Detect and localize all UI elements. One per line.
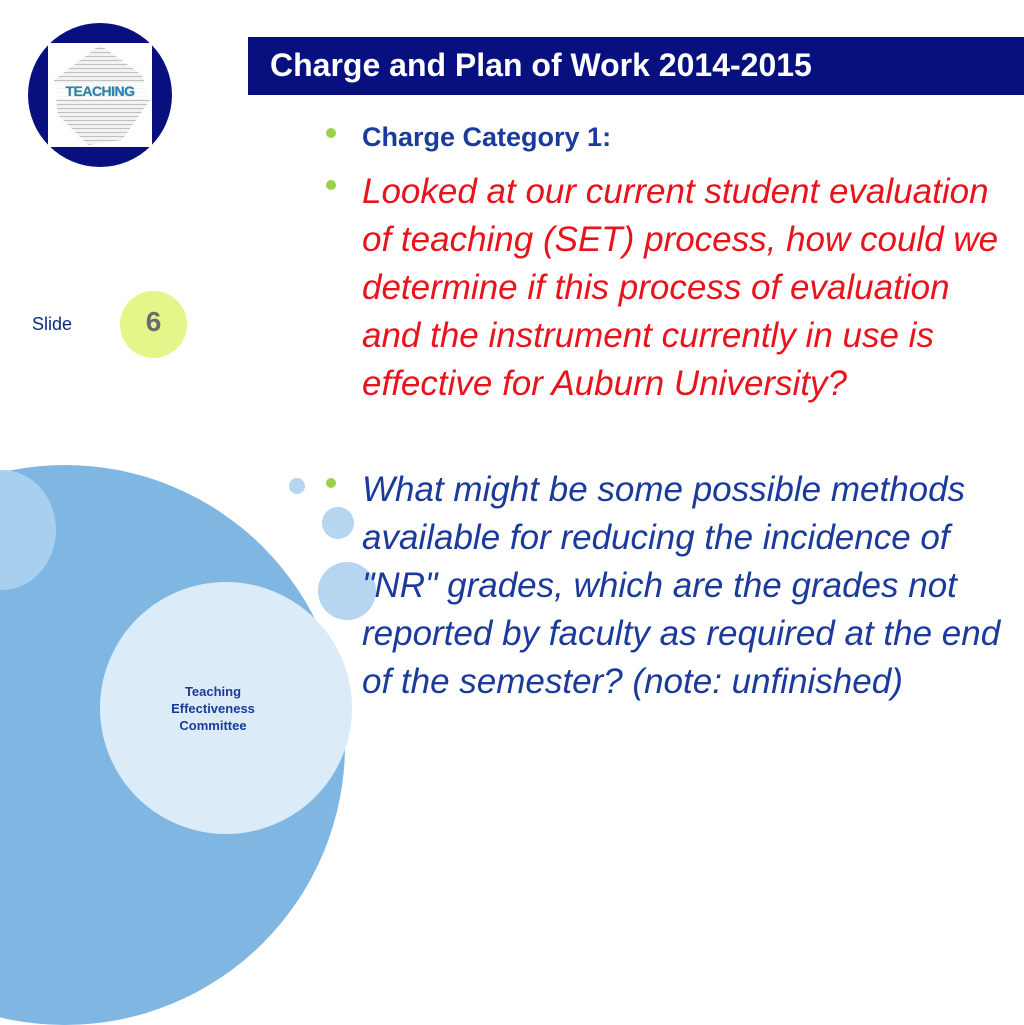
bullet-nr-grades-question: What might be some possible methods available for reducing the incidence of "NR" grades, which are the grades not reported by faculty as required at the end of the semester? (note: unfinished) [362, 470, 1001, 701]
slide-title: Charge and Plan of Work 2014-2015 [270, 47, 812, 83]
slide-label: Slide [32, 314, 73, 334]
bullet-dot-icon [326, 180, 336, 190]
bullet-charge-category: Charge Category 1: [362, 122, 612, 152]
logo-word: TEACHING [50, 83, 150, 99]
bullet-dot-icon [326, 478, 336, 488]
committee-line: Effectiveness [171, 701, 255, 716]
bullet-dot-icon [326, 128, 336, 138]
background-dot [289, 478, 305, 494]
slide-number-badge [120, 291, 187, 358]
committee-label [150, 683, 276, 734]
committee-line: Committee [179, 718, 247, 733]
teaching-logo [48, 43, 152, 147]
slide-number: 6 [145, 306, 162, 337]
title-bar [248, 37, 1024, 95]
committee-line: Teaching [184, 684, 242, 699]
bullet-set-question: Looked at our current student evaluation of teaching (SET) process, how could we determine if this process of evaluation and the instrument currently in use is effective for Auburn University? [362, 172, 999, 403]
background-dot [322, 507, 354, 539]
